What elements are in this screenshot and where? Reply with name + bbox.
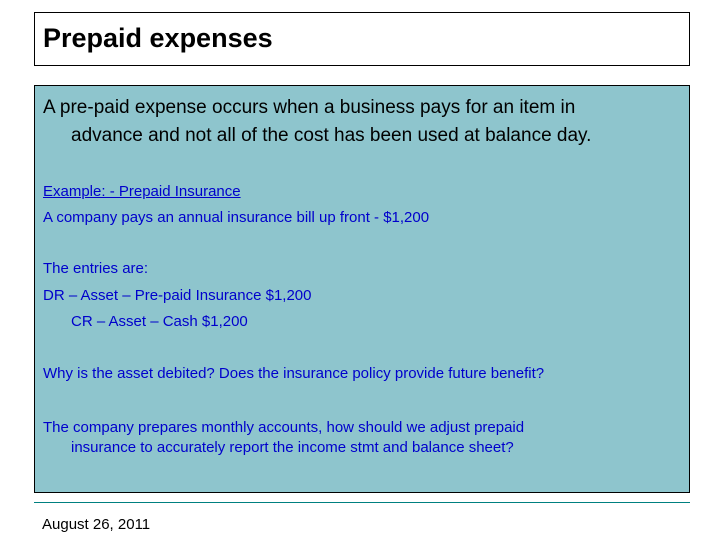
- content-box: [34, 85, 690, 493]
- intro-line-1: A pre-paid expense occurs when a business pays for an item in: [43, 97, 576, 118]
- question-2-line-2: insurance to accurately report the income stmt and balance sheet?: [71, 439, 514, 456]
- question-2-line-1: The company prepares monthly accounts, how should we adjust prepaid: [43, 419, 525, 436]
- footer-date: August 26, 2011: [42, 516, 151, 533]
- entries-heading: The entries are:: [43, 260, 149, 277]
- entry-credit: CR – Asset – Cash $1,200: [71, 313, 248, 330]
- entry-debit: DR – Asset – Pre-paid Insurance $1,200: [43, 287, 312, 304]
- example-detail: A company pays an annual insurance bill up front - $1,200: [43, 209, 430, 226]
- question-1: Why is the asset debited? Does the insurance policy provide future benefit?: [43, 365, 545, 382]
- intro-line-2: advance and not all of the cost has been used at balance day.: [71, 125, 592, 146]
- footer-divider: [34, 502, 690, 503]
- example-heading: Example: - Prepaid Insurance: [43, 183, 241, 200]
- title-box: [34, 12, 690, 66]
- slide-title: Prepaid expenses: [43, 23, 273, 53]
